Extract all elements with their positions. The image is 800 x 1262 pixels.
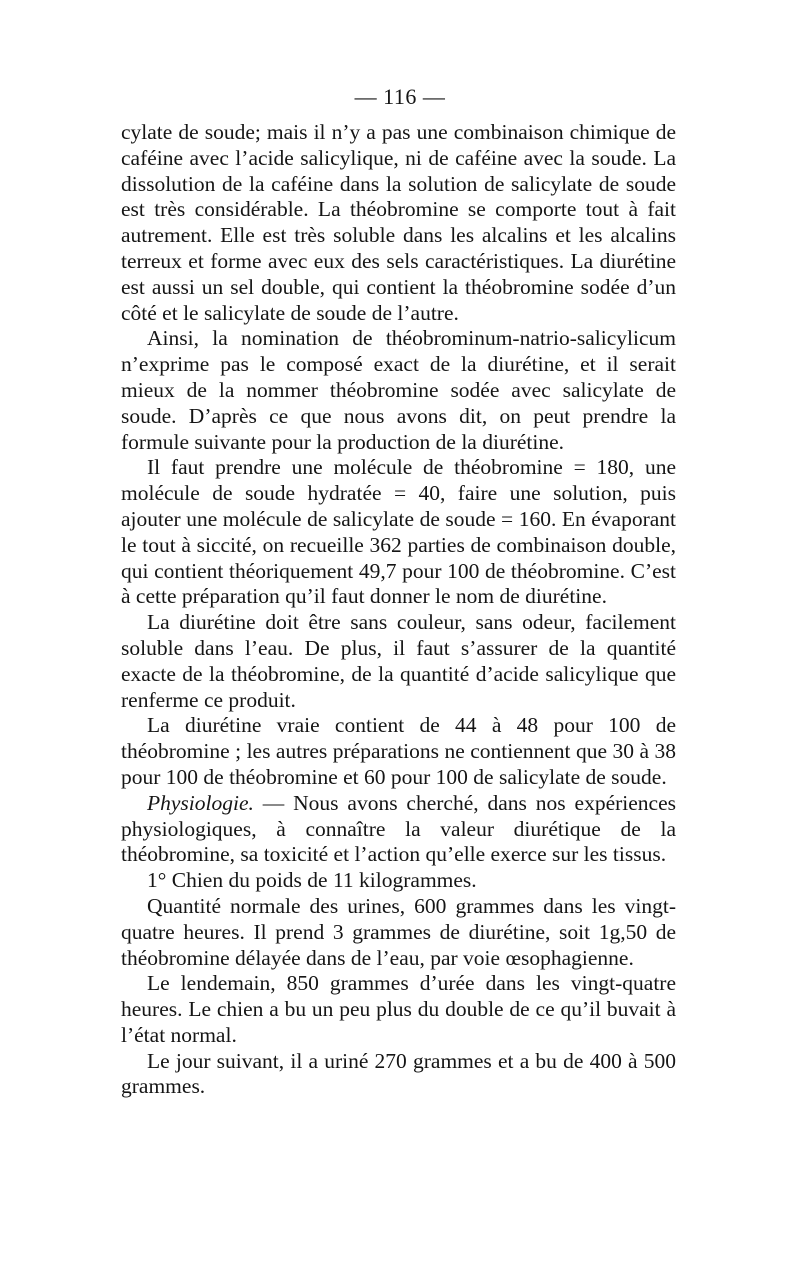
paragraph-8: Quantité normale des urines, 600 grammes dans les vingt-quatre heures. Il prend 3 grammes de diurétine, soit 1g,50 de théobromine délayée dans de l’eau, par voie œsophagienne. xyxy=(121,893,676,970)
body-text xyxy=(121,120,676,1100)
paragraph-10: Le jour suivant, il a uriné 270 grammes et a bu de 400 à 500 grammes. xyxy=(121,1048,676,1099)
paragraph-7: 1° Chien du poids de 11 kilogrammes. xyxy=(147,868,477,893)
paragraph-6-text: — Nous avons cherché, dans nos expériences physiologiques, à connaître la valeur diurétique de la théobromine, sa toxicité et l’action qu’elle exerce sur les tissus. xyxy=(121,790,676,867)
paragraph-9: Le lendemain, 850 grammes d’urée dans les vingt-quatre heures. Le chien a bu un peu plus du double de ce qu’il buvait à l’état normal. xyxy=(121,971,676,1047)
paragraph-3: Il faut prendre une molécule de théobromine = 180, une molécule de soude hydratée = 40, faire une solution, puis ajouter une molécule de salicylate de soude = 160. En évaporant le tout à siccité, on recueille 362 parties de combinaison double, qui contient théoriquement 49,7 pour 100 de théobromine. C’est à cette préparation qu’il faut donner le nom de diurétine. xyxy=(121,455,676,609)
section-heading-physiologie: Physiologie. xyxy=(147,790,254,815)
paragraph-6 xyxy=(121,791,676,868)
paragraph-4: La diurétine doit être sans couleur, sans odeur, facilement soluble dans l’eau. De plus, il faut s’assurer de la quantité exacte de la théobromine, de la quantité d’acide salicylique que renferme ce produit. xyxy=(121,610,676,712)
paragraph-2: Ainsi, la nomination de théobrominum-natrio-salicylicum n’exprime pas le composé exact de la diurétine, et il serait mieux de la nommer théobromine sodée avec salicylate de soude. D’après ce que nous avons dit, on peut prendre la formule suivante pour la production de la diurétine. xyxy=(121,326,676,454)
paragraph-5: La diurétine vraie contient de 44 à 48 pour 100 de théobromine ; les autres préparations ne contiennent que 30 à 38 pour 100 de théobromine et 60 pour 100 de salicylate de soude. xyxy=(121,713,676,789)
page-number: — 116 — xyxy=(354,84,446,109)
paragraph-1: cylate de soude; mais il n’y a pas une combinaison chimique de caféine avec l’acide salicylique, ni de caféine avec la soude. La dissolution de la caféine dans la solution de salicylate de soude est très considérable. La théobromine se comporte tout à fait autrement. Elle est très soluble dans les alcalins et les alcalins terreux et forme avec eux des sels caractéristiques. La diurétine est aussi un sel double, qui contient la théobromine sodée d’un côté et le salicylate de soude de l’autre. xyxy=(121,120,676,325)
